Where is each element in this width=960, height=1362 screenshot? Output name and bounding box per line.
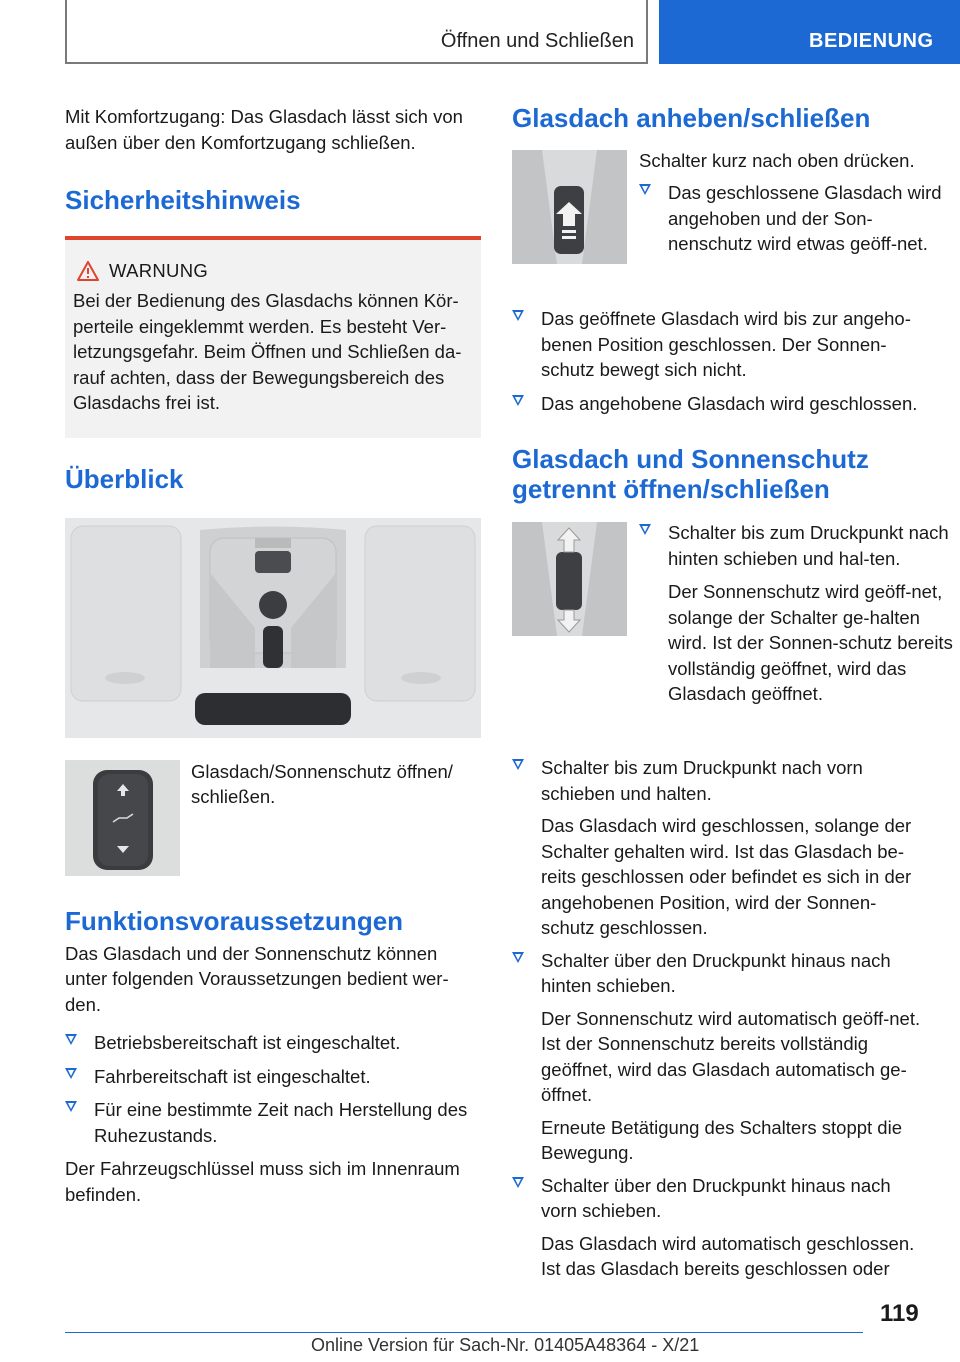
bullet-triangle-icon bbox=[512, 952, 524, 963]
section-tab[interactable] bbox=[659, 0, 960, 64]
left-column bbox=[65, 100, 481, 1207]
footer-text: Online Version für Sach-Nr. 01405A48364 - X/21 bbox=[311, 1335, 700, 1355]
raise-heading: Glasdach anheben/schließen bbox=[512, 103, 871, 133]
right-column bbox=[512, 103, 953, 1282]
key-note: Der Fahrzeugschlüssel muss sich im Innenraum befinden. bbox=[65, 1158, 460, 1205]
bullet-triangle-icon bbox=[639, 524, 651, 535]
separate-heading: Glasdach und Sonnenschutz getrennt öffnen/schließen bbox=[512, 444, 869, 504]
switch-slide-image bbox=[512, 522, 627, 636]
section-tab-label: BEDIENUNG bbox=[809, 30, 934, 52]
requirements-heading: Funktionsvoraussetzungen bbox=[65, 905, 404, 936]
bullet-triangle-icon bbox=[65, 1034, 77, 1045]
bullet-triangle-icon bbox=[512, 759, 524, 770]
separate-bullet-detail: Das Glasdach wird geschlossen, solange der Schalter gehalten wird. Ist das Glasdach be-reits geschlossen oder befindet es sich in der angehobenen Position, wird der Sonnen-schutz geschlossen. bbox=[541, 815, 912, 938]
warning-icon bbox=[77, 261, 99, 281]
raise-bullet: Das geöffnete Glasdach wird bis zur angeho-benen Position geschlossen. Der Sonnen-schutz bewegt sich nicht. bbox=[512, 306, 928, 383]
safety-heading: Sicherheitshinweis bbox=[65, 185, 301, 215]
bullet-triangle-icon bbox=[512, 310, 524, 321]
separate-bullet: Schalter über den Druckpunkt hinaus nach hinten schieben. Der Sonnenschutz wird automatisch geöff-net. Ist der Sonnenschutz bereits vollständig geöffnet, wird das Glasdach automatisch ge-öffnet. Erneute Betätigung des Schalters stoppt die Bewegung. bbox=[512, 948, 928, 1166]
requirement-item: Betriebsbereitschaft ist eingeschaltet. bbox=[65, 1030, 481, 1056]
warning-title: WARNUNG bbox=[109, 260, 209, 281]
warning-text: Bei der Bedienung des Glasdachs können Kör-perteile eingeklemmt werden. Es besteht Ver-letzungsgefahr. Beim Öffnen und Schließen da-rauf achten, dass der Bewegungsbereich des Glasdachs frei ist. bbox=[73, 290, 462, 413]
requirements-intro: Das Glasdach und der Sonnenschutz können unter folgenden Voraussetzungen bedient wer-den. bbox=[65, 942, 449, 1015]
separate-bullet-detail: Der Sonnenschutz wird automatisch geöff-net. Ist der Sonnenschutz bereits vollständig geöffnet, wird das Glasdach automatisch ge-öffnet. bbox=[541, 1007, 921, 1105]
requirement-item: Fahrbereitschaft ist eingeschaltet. bbox=[65, 1064, 481, 1090]
requirement-item: Für eine bestimmte Zeit nach Herstellung des Ruhezustands. bbox=[65, 1097, 481, 1148]
bullet-triangle-icon bbox=[512, 395, 524, 406]
header-box bbox=[65, 0, 648, 64]
chapter-title: Öffnen und Schließen bbox=[440, 30, 634, 52]
footer-divider bbox=[65, 1332, 863, 1333]
page-number: 119 bbox=[880, 1300, 919, 1327]
switch-up-image bbox=[512, 150, 627, 264]
bullet-triangle-icon bbox=[65, 1101, 77, 1112]
overview-heading: Überblick bbox=[65, 463, 184, 494]
overhead-console-image bbox=[65, 518, 481, 738]
overhead-console-illustration bbox=[65, 518, 481, 738]
bullet-triangle-icon bbox=[512, 1177, 524, 1188]
separate-bullet: Schalter bis zum Druckpunkt nach vorn schieben und halten. Das Glasdach wird geschlossen, solange der Schalter gehalten wird. Ist das Glasdach be-reits geschlossen oder befindet es sich in der angehobenen Position, wird der Sonnen-schutz geschlossen. bbox=[512, 755, 928, 941]
warning-box bbox=[65, 236, 481, 438]
raise-instruction: Schalter kurz nach oben drücken. bbox=[639, 150, 915, 171]
raise-bullet: Das angehobene Glasdach wird geschlossen. bbox=[512, 391, 928, 417]
bullet-triangle-icon bbox=[639, 184, 651, 195]
separate-bullet: Schalter bis zum Druckpunkt nach hinten schieben und hal-ten. Der Sonnenschutz wird geöff-net, solange der Schalter ge-halten wird. Ist der Sonnen-schutz bereits vollständig geöffnet, wird das Glasdach geöffnet. bbox=[639, 520, 957, 707]
bullet-triangle-icon bbox=[65, 1068, 77, 1079]
roof-switch-image bbox=[65, 760, 180, 876]
intro-text: Mit Komfortzugang: Das Glasdach lässt sich von außen über den Komfortzugang schließen. bbox=[65, 106, 463, 153]
separate-bullet: Schalter über den Druckpunkt hinaus nach vorn schieben. Das Glasdach wird automatisch geschlossen. Ist das Glasdach bereits geschlossen oder bbox=[512, 1173, 928, 1282]
separate-bullet-detail: Erneute Betätigung des Schalters stoppt die Bewegung. bbox=[541, 1116, 902, 1163]
raise-bullet: Das geschlossene Glasdach wird angehoben und der Son-nenschutz wird etwas geöff-net. bbox=[639, 180, 957, 257]
separate-bullet-detail: Der Sonnenschutz wird geöff-net, solange der Schalter ge-halten wird. Ist der Sonnen-schutz bereits vollständig geöffnet, wird das Glasdach geöffnet. bbox=[668, 581, 953, 704]
separate-bullet-detail: Das Glasdach wird automatisch geschlossen. Ist das Glasdach bereits geschlossen oder bbox=[541, 1232, 915, 1279]
switch-caption: Glasdach/Sonnenschutz öffnen/ schließen. bbox=[191, 760, 453, 807]
